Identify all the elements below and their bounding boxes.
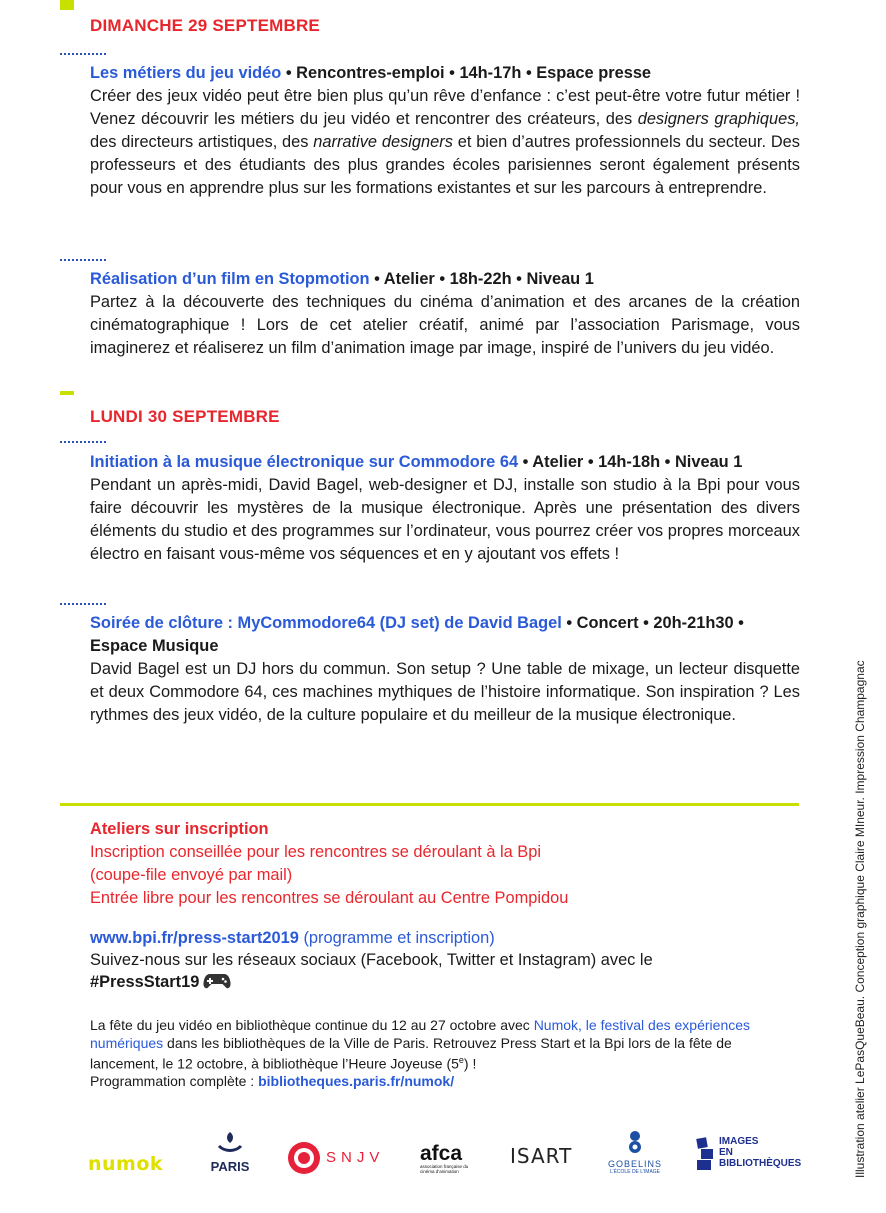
website-note: (programme et inscription) (298, 929, 495, 947)
paris-logo: PARIS (202, 1130, 258, 1174)
event-description: Partez à la découverte des techniques du cinéma d’animation et des arcanes de la création cinématographique ! Lors de cet atelier créatif, animé par l’association Parismage, vous imaginerez et réaliserez un film d’animation image par image, inspiré de l’univers du jeu vidéo. (90, 293, 800, 357)
registration-info (90, 818, 790, 910)
gobelins-g-icon (625, 1130, 645, 1154)
numok-info: La fête du jeu vidéo en bibliothèque continue du 12 au 27 octobre avec Numok, le festival des expériences numériques dans les bibliothèques de la Ville de Paris. Retrouvez Press Start et la Bpi lors de la fête de lancement, le 12 octobre, à bibliothèque l’Heure Joyeuse (5e) ! Programmation complète : bibliotheques.paris.fr/numok/ (90, 1017, 751, 1090)
event-commodore (90, 451, 800, 566)
dotted-separator (60, 603, 106, 605)
numok-logo: numok (88, 1153, 164, 1175)
event-description: Pendant un après-midi, David Bagel, web-designer et DJ, installe son studio à la Bpi pour vous faire découvrir les mystères de la musique électronique. Après une présentation des divers éléments du studio et des programmes sur l’ordinateur, vous pourrez créer vos propres morceaux électro en faisant vous-même vos séquences et en y ajoutant vos effets ! (90, 476, 800, 563)
afca-logo: afca association française du cinéma d’animation (420, 1142, 469, 1174)
event-meta: • Atelier • 18h-22h • Niveau 1 (369, 270, 594, 288)
section-bar-monday (60, 391, 74, 395)
registration-line: (coupe-file envoyé par mail) (90, 866, 293, 884)
snjv-circle-icon (286, 1140, 326, 1176)
credits: Illustration atelier LePasQueBeau. Conception graphique Claire MIneur. Impression Champagnac (853, 660, 867, 1178)
event-title[interactable]: Soirée de clôture : MyCommodore64 (DJ set) de David Bagel (90, 614, 562, 632)
registration-heading: Ateliers sur inscription (90, 820, 269, 838)
event-jobs (90, 62, 800, 200)
day-heading-monday: LUNDI 30 SEPTEMBRE (90, 407, 280, 426)
event-description: David Bagel est un DJ hors du commun. Son setup ? Une table de mixage, un lecteur disquette et deux Commodore 64, ces machines mythiques de l’histoire informatique. Son inspiration ? Les rythmes des jeux vidéo, de la culture populaire et du meilleur de la musique électronique. (90, 660, 800, 724)
numok-festival-link[interactable]: Numok, le festival des expériences numériques (90, 1017, 751, 1051)
event-stopmotion (90, 268, 800, 360)
hashtag: #PressStart19 (90, 973, 200, 991)
gobelins-logo: GOBELINS L’ÉCOLE DE L’IMAGE (604, 1130, 666, 1175)
event-title[interactable]: Initiation à la musique électronique sur Commodore 64 (90, 453, 519, 471)
dotted-separator (60, 53, 106, 55)
snjv-logo: SNJV (286, 1140, 326, 1181)
social-text: Suivez-nous sur les réseaux sociaux (Facebook, Twitter et Instagram) avec le (90, 951, 653, 969)
event-closing (90, 612, 800, 727)
registration-line: Inscription conseillée pour les rencontres se déroulant à la Bpi (90, 843, 541, 861)
dotted-separator (60, 441, 106, 443)
numok-program-link[interactable]: bibliotheques.paris.fr/numok/ (258, 1073, 455, 1090)
event-meta: • Atelier • 14h-18h • Niveau 1 (518, 453, 743, 471)
event-description: Créer des jeux vidéo peut être bien plus qu’un rêve d’enfance : c’est peut-être votre futur métier ! Venez découvrir les métiers du jeu vidéo et rencontrer des créateurs, des designers graphiques, des directeurs artistiques, des narrative designers et bien d’autres professionnels du secteur. Des professeurs et des étudiants des plus grandes écoles parisiennes seront également présents pour vous en apprendre plus sur les formations existantes et sur les parcours à entreprendre. (90, 87, 800, 197)
gamepad-icon (203, 972, 231, 990)
event-title[interactable]: Les métiers du jeu vidéo (90, 64, 282, 82)
section-bar-info (60, 803, 799, 806)
book-stack-icon (695, 1136, 717, 1172)
event-meta: • Concert • 20h-21h30 • Espace Musique (90, 614, 744, 655)
event-meta: • Rencontres-emploi • 14h-17h • Espace presse (281, 64, 652, 82)
registration-line: Entrée libre pour les rencontres se déroulant au Centre Pompidou (90, 889, 569, 907)
images-en-bibliotheques-logo: IMAGES EN BIBLIOTHÈQUES (695, 1136, 717, 1177)
web-info (90, 927, 790, 993)
isart-logo: ISART (510, 1144, 573, 1168)
dotted-separator (60, 259, 106, 261)
day-heading-sunday: DIMANCHE 29 SEPTEMBRE (90, 16, 320, 35)
sunday-top-rule (60, 6, 74, 10)
paris-ship-icon (213, 1130, 247, 1154)
event-title[interactable]: Réalisation d’un film en Stopmotion (90, 270, 370, 288)
website-link[interactable]: www.bpi.fr/press-start2019 (90, 929, 299, 947)
partner-logos (80, 1128, 810, 1198)
